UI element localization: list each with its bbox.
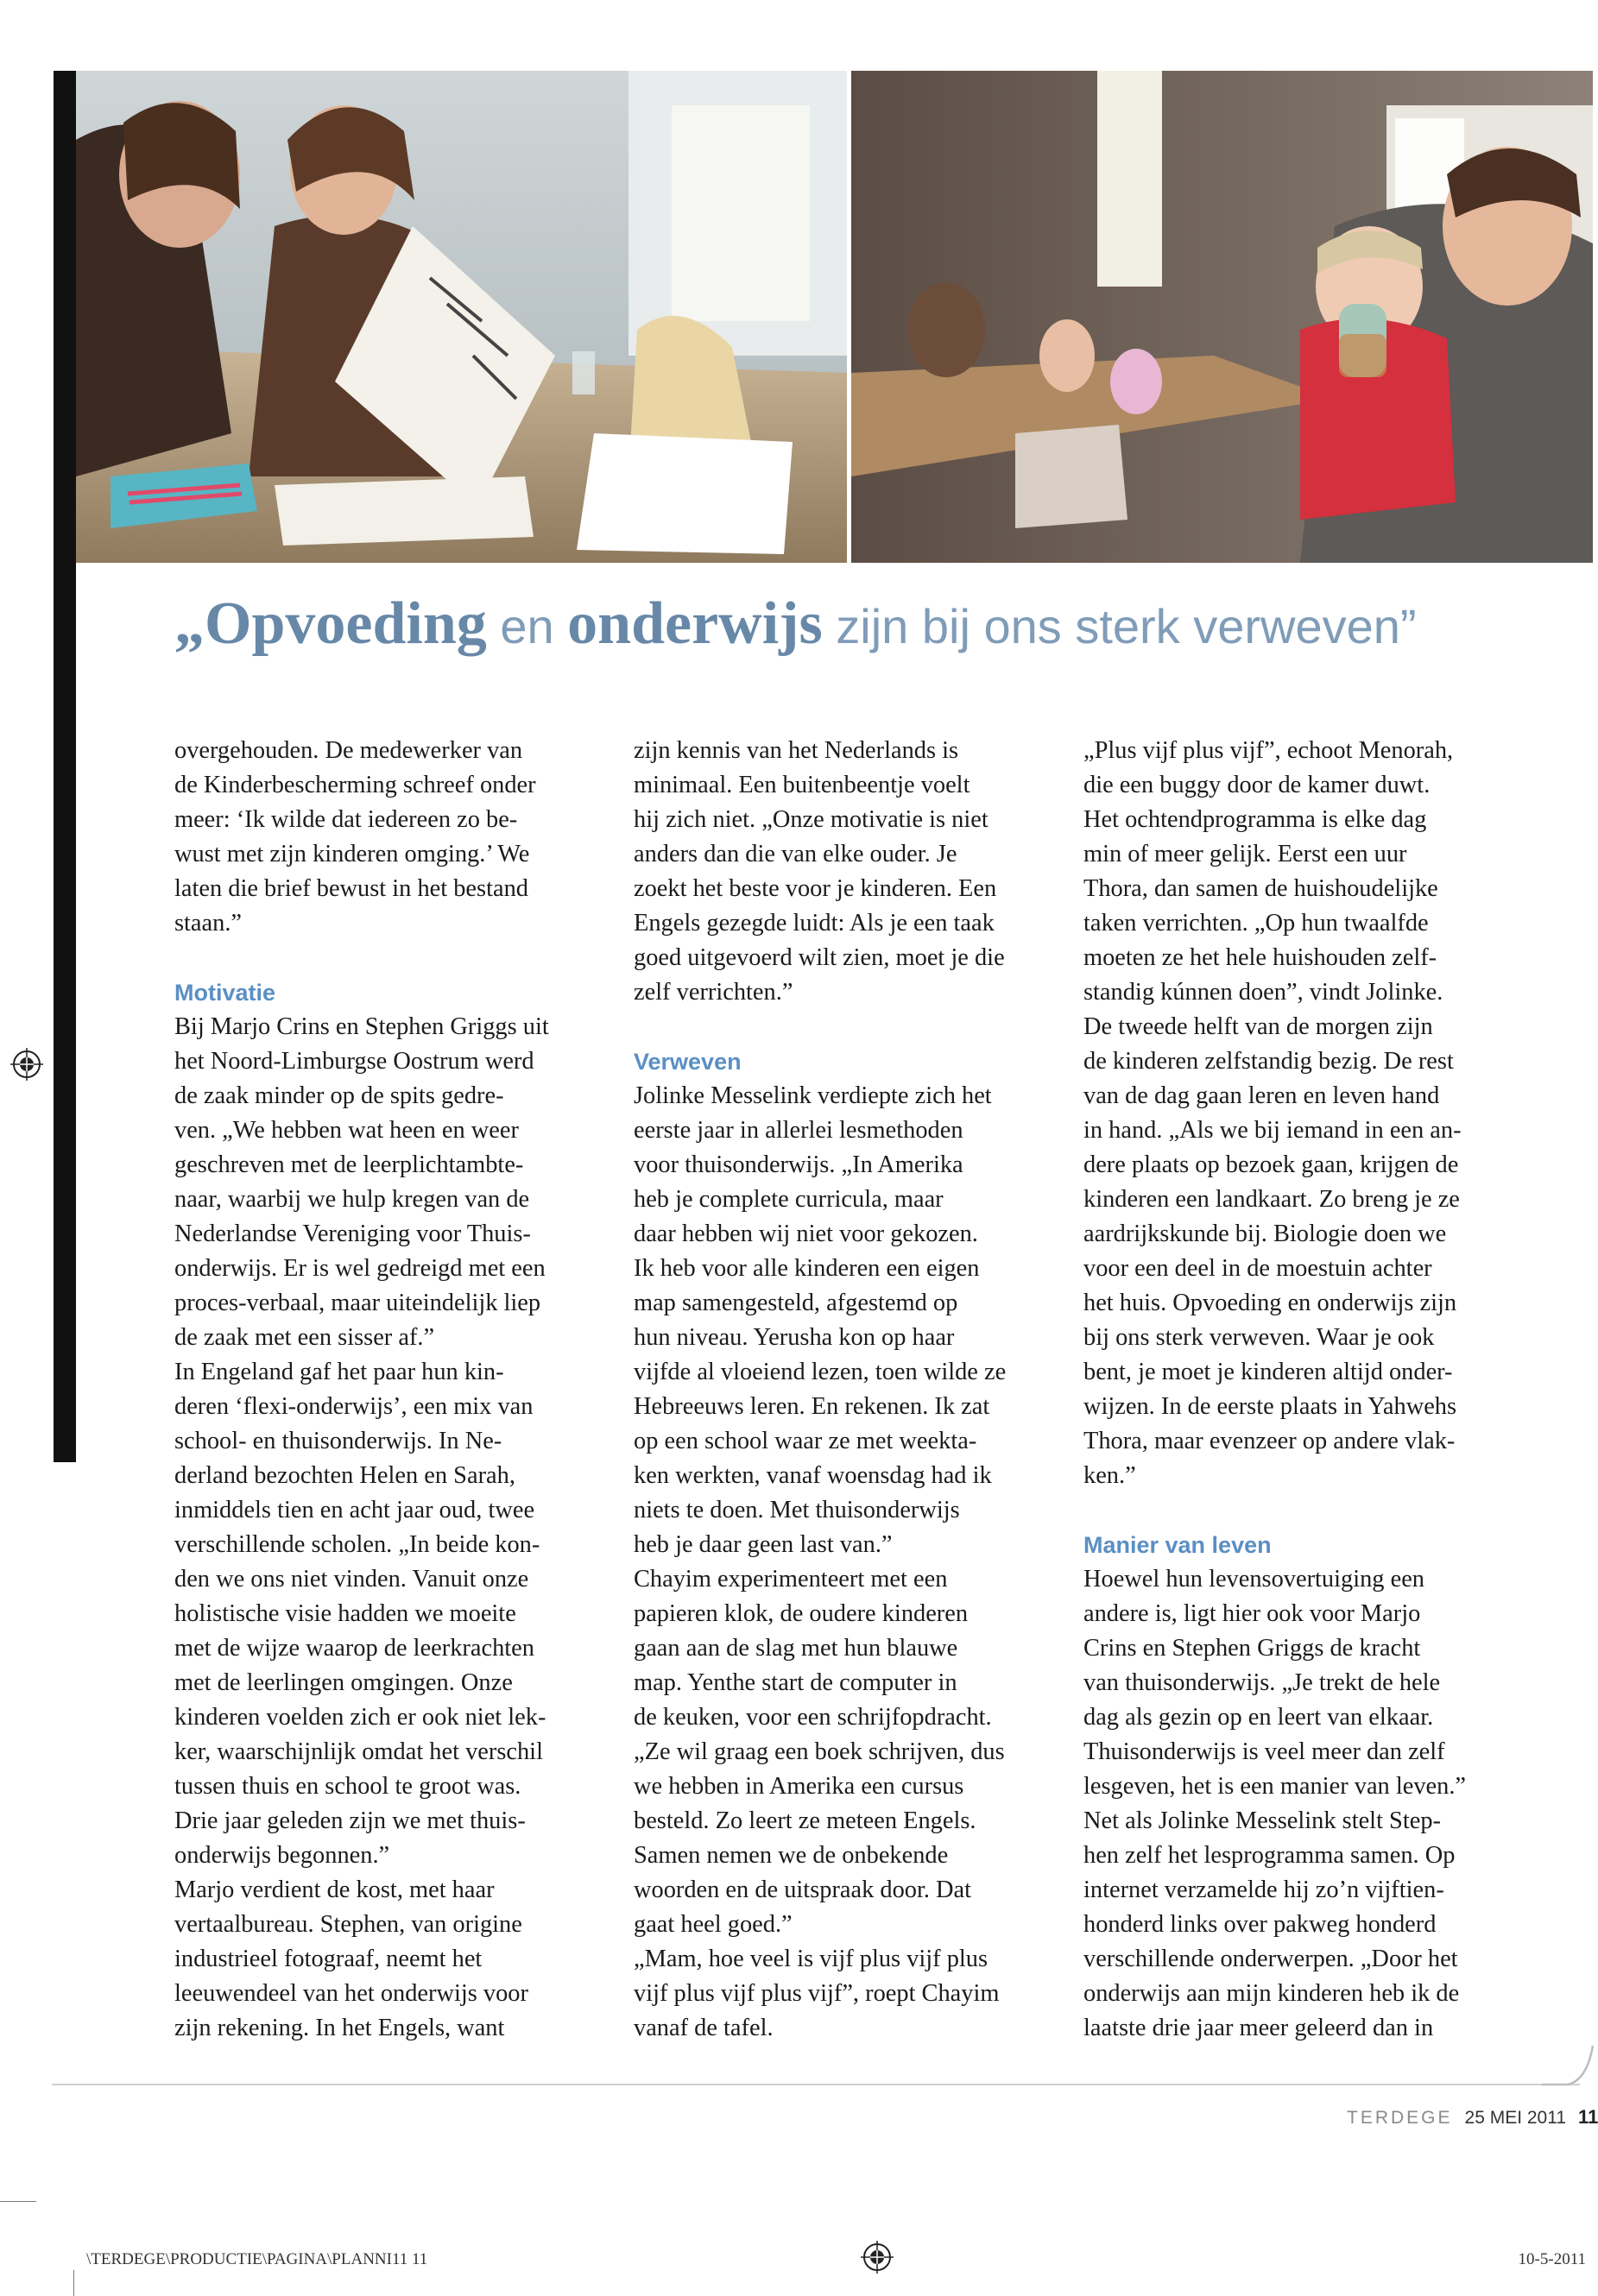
body-text-line: ker, waarschijnlijk omdat het verschil: [174, 1738, 543, 1765]
footer-issue-date: 25 MEI 2011: [1464, 2108, 1567, 2128]
body-text-line: In Engeland gaf het paar hun kin-: [174, 1359, 504, 1385]
body-text-line: wust met zijn kinderen omging.’ We: [174, 841, 530, 867]
body-text-line: holistische visie hadden we moeite: [174, 1600, 516, 1627]
headline-close-quote: ”: [1399, 599, 1417, 653]
body-text-line: de keuken, voor een schrijfopdracht.: [634, 1704, 992, 1731]
body-text-line: ven. „We hebben wat heen en weer: [174, 1117, 519, 1144]
body-text-line: proces-verbaal, maar uiteindelijk liep: [174, 1290, 541, 1316]
body-text-line: vijf plus vijf plus vijf”, roept Chayim: [634, 1980, 1000, 2007]
body-text-line: Samen nemen we de onbekende: [634, 1842, 949, 1869]
body-text-line: standig kúnnen doen”, vindt Jolinke.: [1083, 979, 1443, 1006]
body-text-line: Drie jaar geleden zijn we met thuis-: [174, 1807, 526, 1834]
body-text-line: minimaal. Een buitenbeentje voelt: [634, 772, 970, 798]
body-text-line: laten die brief bewust in het bestand: [174, 875, 528, 902]
body-text-line: aardrijkskunde bij. Biologie doen we: [1083, 1221, 1447, 1247]
body-text-line: papieren klok, de oudere kinderen: [634, 1600, 969, 1627]
body-text-line: map. Yenthe start de computer in: [634, 1669, 957, 1696]
body-text-line: daar hebben wij niet voor gekozen.: [634, 1221, 978, 1247]
body-text-line: heb je complete curricula, maar: [634, 1186, 944, 1213]
body-text-line: lesgeven, het is een manier van leven.”: [1083, 1773, 1467, 1800]
body-text-line: met de leerlingen omgingen. Onze: [174, 1669, 513, 1696]
body-text-line: geschreven met de leerplichtambte-: [174, 1151, 524, 1178]
body-text-line: Thuisonderwijs is veel meer dan zelf: [1083, 1738, 1445, 1765]
article-column-3: [1083, 734, 1532, 2046]
body-text-line: Engels gezegde luidt: Als je een taak: [634, 910, 995, 937]
body-text-line: zelf verrichten.”: [634, 979, 793, 1006]
body-text-line: onderwijs aan mijn kinderen heb ik de: [1083, 1980, 1460, 2007]
body-text-line: taken verrichten. „Op hun twaalfde: [1083, 910, 1429, 937]
body-text-line: in hand. „Als we bij iemand in een an-: [1083, 1117, 1462, 1144]
body-text-line: niets te doen. Met thuisonderwijs: [634, 1497, 960, 1523]
photo-mother-with-toddler: [851, 71, 1593, 563]
body-text-line: naar, waarbij we hulp kregen van de: [174, 1186, 530, 1213]
body-text-line: staan.”: [174, 910, 243, 937]
body-text-line: eerste jaar in allerlei lesmethoden: [634, 1117, 963, 1144]
body-text-line: van de dag gaan leren en leven hand: [1083, 1082, 1440, 1109]
article-column-2: [634, 734, 1083, 2046]
body-text-line: den we ons niet vinden. Vanuit onze: [174, 1566, 529, 1593]
section-subheading: Manier van leven: [1083, 1532, 1272, 1558]
body-text-line: andere is, ligt hier ook voor Marjo: [1083, 1600, 1421, 1627]
body-text-line: gaat heel goed.”: [634, 1911, 793, 1938]
headline-part-opvoeding: „Opvoeding: [174, 590, 487, 657]
body-text-line: op een school waar ze met weekta-: [634, 1428, 977, 1454]
body-text-line: Het ochtendprogramma is elke dag: [1083, 806, 1427, 833]
body-text-line: Crins en Stephen Griggs de kracht: [1083, 1635, 1421, 1662]
body-text-line: hij zich niet. „Onze motivatie is niet: [634, 806, 988, 833]
body-text-line: verschillende onderwerpen. „Door het: [1083, 1946, 1458, 1972]
body-text-line: ken werkten, vanaf woensdag had ik: [634, 1462, 992, 1489]
body-text-line: besteld. Zo leert ze meteen Engels.: [634, 1807, 976, 1834]
body-text-line: Hoewel hun levensovertuiging een: [1083, 1566, 1424, 1593]
body-text-line: internet verzamelde hij zo’n vijftien-: [1083, 1877, 1444, 1903]
crop-mark: [0, 2201, 36, 2202]
print-slug-date: 10-5-2011: [1518, 2250, 1586, 2268]
crop-mark: [73, 2270, 74, 2296]
body-text-line: „Ze wil graag een boek schrijven, dus: [634, 1738, 1005, 1765]
body-text-line: die een buggy door de kamer duwt.: [1083, 772, 1431, 798]
body-text-line: derland bezochten Helen en Sarah,: [174, 1462, 515, 1489]
body-text-line: dere plaats op bezoek gaan, krijgen de: [1083, 1151, 1459, 1178]
body-text-line: anders dan die van elke ouder. Je: [634, 841, 957, 867]
body-text-line: overgehouden. De medewerker van: [174, 737, 523, 764]
body-text-line: deren ‘flexi-onderwijs’, een mix van: [174, 1393, 534, 1420]
body-text-line: Jolinke Messelink verdiepte zich het: [634, 1082, 992, 1109]
body-text-line: ken.”: [1083, 1462, 1136, 1489]
headline-part-onderwijs: onderwijs: [567, 590, 823, 657]
body-text-line: kinderen voelden zich er ook niet lek-: [174, 1704, 546, 1731]
body-text-line: onderwijs begonnen.”: [174, 1842, 390, 1869]
body-text-line: tussen thuis en school te groot was.: [174, 1773, 521, 1800]
section-subheading: Verweven: [634, 1049, 742, 1075]
body-text-line: van thuisonderwijs. „Je trekt de hele: [1083, 1669, 1441, 1696]
section-subheading: Motivatie: [174, 980, 276, 1006]
body-text-line: dag als gezin op en leert van elkaar.: [1083, 1704, 1434, 1731]
headline-part-en: en: [486, 599, 568, 653]
paragraph-gap: [174, 941, 623, 975]
body-text-line: we hebben in Amerika een cursus: [634, 1773, 964, 1800]
body-text-line: Bij Marjo Crins en Stephen Griggs uit: [174, 1013, 549, 1040]
body-text-line: industrieel fotograaf, neemt het: [174, 1946, 483, 1972]
body-text-line: moeten ze het hele huishouden zelf-: [1083, 944, 1437, 971]
body-text-line: woorden en de uitspraak door. Dat: [634, 1877, 972, 1903]
body-text-line: bij ons sterk verweven. Waar je ook: [1083, 1324, 1435, 1351]
body-text-line: met de wijze waarop de leerkrachten: [174, 1635, 534, 1662]
body-text-line: vanaf de tafel.: [634, 2015, 774, 2041]
body-text-line: voor een deel in de moestuin achter: [1083, 1255, 1432, 1282]
body-text-line: het huis. Opvoeding en onderwijs zijn: [1083, 1290, 1457, 1316]
registration-mark-icon: [861, 2241, 894, 2274]
body-text-line: Net als Jolinke Messelink stelt Step-: [1083, 1807, 1441, 1834]
body-text-line: min of meer gelijk. Eerst een uur: [1083, 841, 1407, 867]
body-text-line: Chayim experimenteert met een: [634, 1566, 948, 1593]
print-slug-path: \TERDEGE\PRODUCTIE\PAGINA\PLANNI11 11: [86, 2250, 428, 2268]
footer-magazine-name: TERDEGE: [1347, 2108, 1453, 2128]
paragraph-gap: [634, 1010, 1083, 1044]
body-text-line: meer: ‘Ik wilde dat iedereen zo be-: [174, 806, 518, 833]
body-text-line: „Plus vijf plus vijf”, echoot Menorah,: [1083, 737, 1454, 764]
page-footer: [1347, 2106, 1598, 2129]
body-text-line: zijn rekening. In het Engels, want: [174, 2015, 505, 2041]
article-headline: [174, 590, 1573, 657]
article-column-1: [174, 734, 623, 2046]
body-text-line: gaan aan de slag met hun blauwe: [634, 1635, 958, 1662]
body-text-line: Marjo verdient de kost, met haar: [174, 1877, 495, 1903]
photo-homeschool-table: [76, 71, 847, 563]
body-text-line: hun niveau. Yerusha kon op haar: [634, 1324, 955, 1351]
body-text-line: heb je daar geen last van.”: [634, 1531, 893, 1558]
body-text-line: Thora, dan samen de huishoudelijke: [1083, 875, 1438, 902]
body-text-line: De tweede helft van de morgen zijn: [1083, 1013, 1433, 1040]
black-margin-bar: [54, 71, 76, 1462]
body-text-line: honderd links over pakweg honderd: [1083, 1911, 1437, 1938]
body-text-line: school- en thuisonderwijs. In Ne-: [174, 1428, 502, 1454]
footer-page-number: 11: [1578, 2106, 1598, 2128]
body-text-line: de kinderen zelfstandig bezig. De rest: [1083, 1048, 1454, 1075]
body-text-line: „Mam, hoe veel is vijf plus vijf plus: [634, 1946, 988, 1972]
body-text-line: zoekt het beste voor je kinderen. Een: [634, 875, 997, 902]
body-text-line: Ik heb voor alle kinderen een eigen: [634, 1255, 980, 1282]
body-text-line: inmiddels tien en acht jaar oud, twee: [174, 1497, 535, 1523]
body-text-line: goed uitgevoerd wilt zien, moet je die: [634, 944, 1005, 971]
body-text-line: voor thuisonderwijs. „In Amerika: [634, 1151, 963, 1178]
body-text-line: vijfde al vloeiend lezen, toen wilde ze: [634, 1359, 1007, 1385]
body-text-line: hen zelf het lesprogramma samen. Op: [1083, 1842, 1456, 1869]
paragraph-gap: [1083, 1493, 1532, 1528]
body-text-line: verschillende scholen. „In beide kon-: [174, 1531, 540, 1558]
body-text-line: de zaak minder op de spits gedre-: [174, 1082, 504, 1109]
body-text-line: kinderen een landkaart. Zo breng je ze: [1083, 1186, 1460, 1213]
registration-mark-icon: [10, 1048, 43, 1081]
body-text-line: Nederlandse Vereniging voor Thuis-: [174, 1221, 531, 1247]
body-text-line: Hebreeuws leren. En rekenen. Ik zat: [634, 1393, 990, 1420]
footer-rule-curve: [1542, 2046, 1593, 2085]
body-text-line: de zaak met een sisser af.”: [174, 1324, 435, 1351]
body-text-line: de Kinderbescherming schreef onder: [174, 772, 536, 798]
body-text-line: map samengesteld, afgestemd op: [634, 1290, 958, 1316]
body-text-line: vertaalbureau. Stephen, van origine: [174, 1911, 522, 1938]
body-text-line: zijn kennis van het Nederlands is: [634, 737, 959, 764]
body-text-line: onderwijs. Er is wel gedreigd met een: [174, 1255, 546, 1282]
body-text-line: leeuwendeel van het onderwijs voor: [174, 1980, 528, 2007]
body-text-line: Thora, maar evenzeer op andere vlak-: [1083, 1428, 1456, 1454]
body-text-line: laatste drie jaar meer geleerd dan in: [1083, 2015, 1434, 2041]
body-text-line: het Noord-Limburgse Oostrum werd: [174, 1048, 534, 1075]
headline-part-rest: zijn bij ons sterk verweven: [822, 599, 1400, 653]
body-text-line: wijzen. In de eerste plaats in Yahwehs: [1083, 1393, 1457, 1420]
footer-rule: [52, 2084, 1580, 2085]
body-text-line: bent, je moet je kinderen altijd onder-: [1083, 1359, 1453, 1385]
